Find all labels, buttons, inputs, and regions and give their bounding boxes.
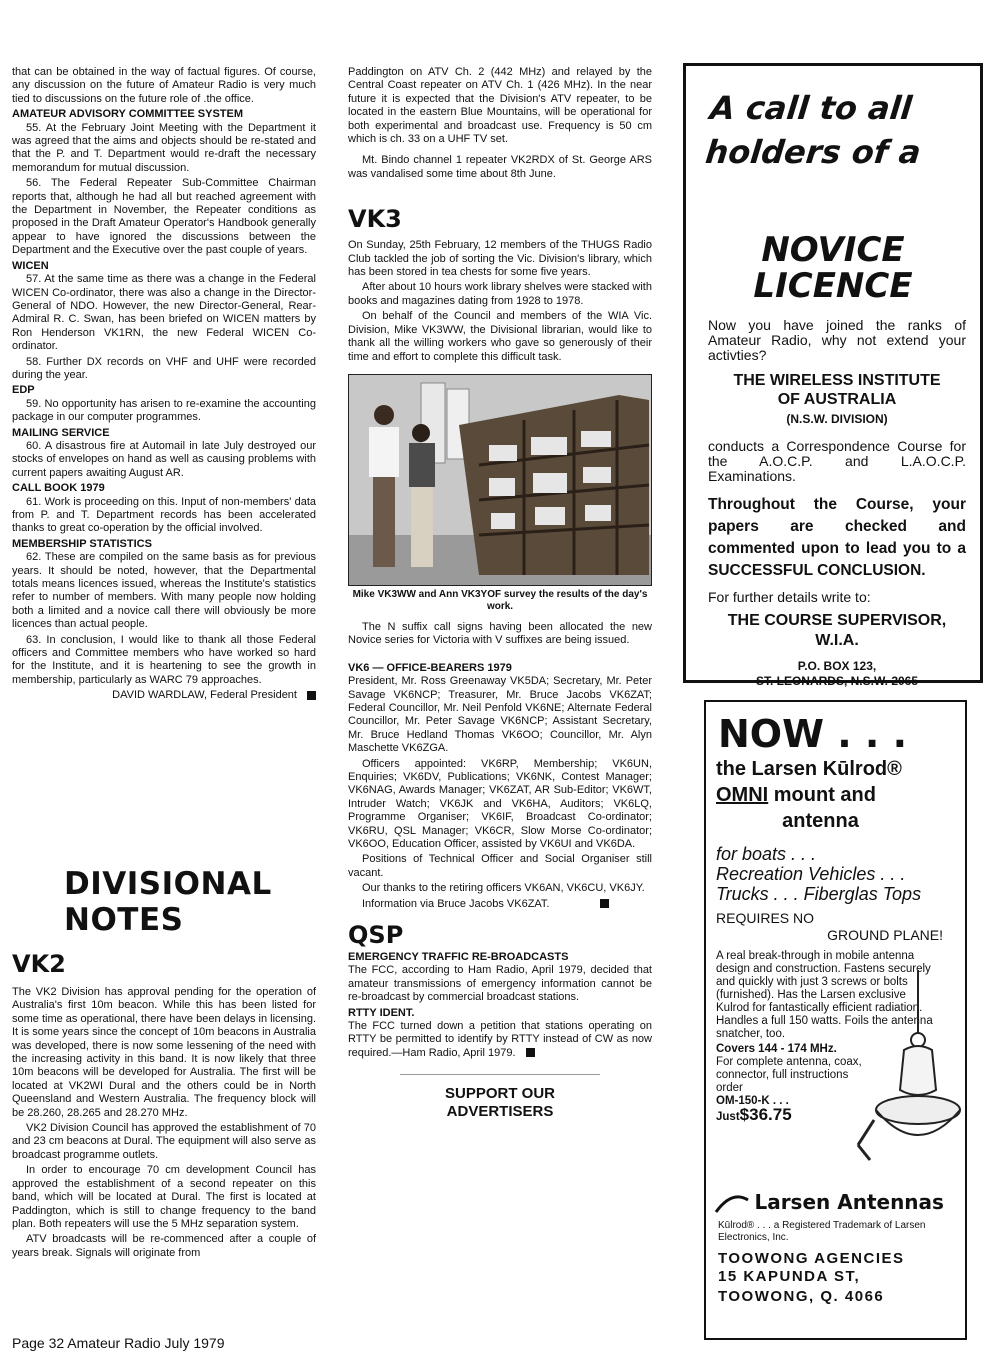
org-division: (N.S.W. DIVISION): [786, 412, 888, 426]
ad-course-text: conducts a Correspondence Course for the A.O.C.P. and L.A.O.C.P. Examinations.: [708, 438, 966, 484]
ad-description: A real break-through in mobile antenna design and construction. Fastens securely and quickly with just 3 screws or bolts (furnished). Has the Larsen exclusive Kulrod for fantastically efficient radiation. Handles a full 150 watts. Foils the antenna snatcher, too.: [716, 950, 933, 1040]
qsp-paragraph: The FCC, according to Ham Radio, April 1979, decided that amateur transmissions of emergency information cannot be re-broadcast by commercial broadcast stations.: [348, 964, 652, 1004]
vk2-paragraph: ATV broadcasts will be re-commenced after a couple of years break. Signals will originate from: [12, 1233, 316, 1259]
heading-line-1: DIVISIONAL: [64, 866, 272, 902]
larsen-antenna-ad: [704, 700, 967, 1340]
signature: [12, 689, 316, 702]
ad-product-line-2: [716, 782, 965, 808]
paragraph-61: 61. Work is proceeding on this. Input of non-members' data from P. and T. Department records has been accelerated thanks to great co-operation by the official involved.: [12, 495, 316, 535]
qsp-paragraph: [348, 1020, 652, 1060]
novice-licence-title: [686, 232, 980, 304]
larsen-swoosh-icon: [714, 1194, 750, 1216]
vk2-paragraph: Mt. Bindo channel 1 repeater VK2RDX of St. George ARS was vandalised some time about 8th June.: [348, 154, 652, 180]
photo-caption: Mike VK3WW and Ann VK3YOF survey the results of the day's work.: [352, 588, 648, 612]
section-heading: EDP: [12, 384, 35, 397]
ad-now-headline: NOW . . .: [718, 712, 908, 756]
ad-order-text: For complete antenna, coax, connector, full instructions order: [716, 1056, 862, 1094]
requires-line-1: REQUIRES NO: [716, 910, 815, 926]
brand-name: Larsen Antennas: [754, 1190, 944, 1214]
library-photo: [348, 374, 652, 586]
end-mark-icon: [600, 899, 609, 908]
ad-throughout-text: Throughout the Course, your papers are checked and commented upon to lead you to a SUCCESSFUL CONCLUSION.: [708, 496, 966, 579]
vk2-heading: VK2: [12, 950, 66, 978]
vk3-paragraph: After about 10 hours work library shelves were stacked with books and magazines dating from 1928 to 1978.: [348, 281, 652, 307]
vk2-paragraph: Paddington on ATV Ch. 2 (442 MHz) and relayed by the Central Coast repeater on ATV Ch. 1 (426 MHz). In the near future it is expected that the Division's ATV repeater, to be located in the eastern Blue Mountains, will be operational for both experimental and broadcast use. Frequency is 50 cm which is ch. 33 on a UHF TV set.: [348, 66, 652, 146]
vk2-paragraph: The VK2 Division has approval pending for the operation of Australia's first 10m beacon. While this has been listed for some time as operational, there have been delays in licensing. It is some years since the concept of 10m beacons in Australia was developed, there is now some lessening of the need with the increasing activity in this band. It is now likely that three 10m beacons will be developed for Australia. The first will be located at VK2WI Dural and the others could be in North Queensland and Western Australia. The frequency block will be 28.260, 28.265 and 28.270 MHz.: [12, 986, 316, 1119]
section-heading: WICEN: [12, 259, 49, 272]
ad-uses-2: Recreation Vehicles . . .: [716, 864, 906, 884]
ad-price: $36.75: [739, 1105, 792, 1124]
column-left: [12, 66, 316, 703]
paragraph-55: 55. At the February Joint Meeting with the Department it was agreed that the aims and objects should be re-stated and that the P. and T. Department would re-draft the necessary memorandum for mutual discussion.: [12, 121, 316, 174]
novice-line-2: LICENCE: [753, 266, 913, 306]
novice-licence-ad: [683, 63, 983, 688]
ad-body: [706, 950, 965, 1180]
ad-uses-3: Trucks . . . Fiberglas Tops: [716, 884, 922, 904]
paragraph-60: 60. A disastrous fire at Automail in late July destroyed our stocks of envelopes on hand as well as causing problems with current papers awaiting August AR.: [12, 439, 316, 479]
agency-name: TOOWONG AGENCIES: [718, 1249, 905, 1267]
heading-line-2: NOTES: [64, 902, 184, 938]
section-heading: MAILING SERVICE: [12, 426, 110, 439]
support-line-1: SUPPORT OUR: [444, 1085, 555, 1103]
vk6-paragraph: President, Mr. Ross Greenaway VK5DA; Secretary, Mr. Peter Savage VK6NCP; Treasurer, Mr. Bruce Jacobs VK6ZAT; Federal Councillor, Mr. Neil Penfold VK6NE; Alternate Federal Councillor, Mr. Peter Savage VK6NCP; Assistant Secretary, Mr. Bruce Hedland Thomas VK6OO; Councillor, Mr. Alyn Maschette VK6ZGA.: [348, 675, 652, 755]
qsp-subheading: RTTY IDENT.: [348, 1006, 415, 1019]
section-heading: AMATEUR ADVISORY COMMITTEE SYSTEM: [12, 108, 244, 121]
paragraph-58: 58. Further DX records on VHF and UHF were recorded during the year.: [12, 355, 316, 381]
divisional-notes-heading: [64, 866, 272, 938]
larsen-logo: [714, 1190, 965, 1216]
vk6-paragraph: [348, 898, 652, 911]
qsp-paragraph-text: The FCC turned down a petition that stations operating on RTTY be permitted to identify by RTTY instead of CW as now required.—Ham Radio, April 1979.: [348, 1020, 652, 1059]
vk6-heading: VK6 — OFFICE-BEARERS 1979: [348, 661, 512, 674]
trademark-note: Kūlrod® . . . a Registered Trademark of Larsen Electronics, Inc.: [718, 1219, 926, 1243]
page-footer: Page 32 Amateur Radio July 1979: [12, 1335, 225, 1351]
supervisor-line-2: W.I.A.: [815, 632, 859, 649]
ad-further-details: For further details write to:: [708, 589, 871, 605]
ad-uses-1: for boats . . .: [716, 844, 817, 864]
vk3-paragraph: On Sunday, 25th February, 12 members of the THUGS Radio Club tackled the job of sorting the Vic. Division's library, which has been stored in tea chests for some five years.: [348, 239, 652, 279]
antenna-mount-icon: [856, 970, 964, 1176]
paragraph-57: 57. At the same time as there was a change in the Federal WICEN Co-ordinator, there was also a change in the Director-General of NDO. However, the new Director-General, Rear-Admiral R. C. Swan, has been briefed on WICEN matters by Ron Henderson VK1RN, the new Federal WICEN Co-ordinator.: [12, 273, 316, 353]
vk3-heading: VK3: [348, 205, 402, 234]
intro-paragraph: that can be obtained in the way of factual figures. Of course, any discussion on the future of Amateur Radio is very much tied to discussions on the future role of .the office.: [12, 66, 316, 105]
section-heading: CALL BOOK 1979: [12, 482, 105, 495]
ad-product-line-1: the Larsen Kūlrod®: [716, 758, 902, 780]
paragraph-56: 56. The Federal Repeater Sub-Committee Chairman reports that, although he had all but reached agreement with the Department in November, the Repeater conditions as proposed in the Draft Amateur Operator's Handbook generally appear to have ignored the discussions between the Department and the Executive over the past couple of years.: [12, 177, 316, 257]
org-name-1: THE WIRELESS INSTITUTE: [733, 372, 941, 389]
po-box: P.O. BOX 123,: [797, 659, 877, 673]
headline-line-1: A call to all: [708, 89, 914, 127]
ad-headline: [703, 86, 984, 174]
ad-product-line-3: antenna: [782, 810, 859, 832]
section-heading: MEMBERSHIP STATISTICS: [12, 537, 152, 550]
divider: [400, 1074, 600, 1075]
just-text: Just: [716, 1111, 740, 1123]
support-line-2: ADVERTISERS: [446, 1103, 554, 1121]
vk2-paragraph: VK2 Division Council has approved the establishment of 70 and 23 cm beacons at Dural. The equipment will also serve as broadcast programme outlets.: [12, 1122, 316, 1161]
signature-text: DAVID WARDLAW, Federal President: [112, 689, 297, 702]
supervisor-line-1: THE COURSE SUPERVISOR,: [727, 612, 947, 629]
qsp-heading: QSP: [348, 921, 404, 950]
vk3-paragraph: On behalf of the Council and members of the WIA Vic. Division, Mike VK3WW, the Divisional librarian, would like to thank all the willing workers who gave so generously of their time and effort to complete this difficult task.: [348, 310, 652, 363]
library-photo-image: [349, 375, 651, 585]
vk6-paragraph: Positions of Technical Officer and Social Organiser still vacant.: [348, 853, 652, 879]
paragraph-62: 62. These are compiled on the same basis as for previous years. It should be noted, however, that the Departmental totals means licences issued, whereas the Institute's statistics refer to number of members. With many people now holding both a limited and a novice call there will obviously be more licences than actual people.: [12, 551, 316, 631]
vk2-paragraph: In order to encourage 70 cm development Council has approved the establishment of a second repeater on this band, which will be located at Dural. The first is located at Paddington, which is still to change frequency to the band plan. Both repeaters will use the 5 MHz separation system.: [12, 1164, 316, 1230]
vk3-paragraph: The N suffix call signs having been allocated the new Novice series for Victoria with V suffixes are being issued.: [348, 620, 652, 647]
ad-model: OM-150-K . . .: [716, 1095, 789, 1107]
qsp-subheading: EMERGENCY TRAFFIC RE-BROADCASTS: [348, 951, 569, 964]
org-name-2: OF AUSTRALIA: [777, 391, 897, 408]
vk6-paragraph: Officers appointed: VK6RP, Membership; VK6UN, Enquiries; VK6DV, Publications; VK6NK, Contest Manager; VK6NAG, Awards Manager; VK6ZAT, AR Sub-Editor; VK6WT, Intruder Watch; VK6JK and VK6HA, Auditors; VK6LQ, Programme Organiser; VK6IF, Broadcast Co-ordinator; VK6RU, QSL Manager; VK6CR, Slow Morse Co-ordinator; VK6OO, Education Officer, assisted by VK6UI and VK6DA.: [348, 757, 652, 850]
end-mark-icon: [307, 691, 316, 700]
ad-address: ST. LEONARDS, N.S.W. 2065: [755, 674, 919, 688]
ad-intro: Now you have joined the ranks of Amateur Radio, why not extend your activties?: [708, 317, 966, 363]
ad-frequency: Covers 144 - 174 MHz.: [716, 1043, 837, 1055]
agency-street: 15 KAPUNDA ST,: [718, 1267, 861, 1285]
novice-line-1: NOVICE: [761, 230, 905, 270]
paragraph-63: 63. In conclusion, I would like to thank all those Federal officers and Committee members who have worked so hard for the Institute, and it is heartening to see the growth in membership, particularly as WARC 79 approaches.: [12, 633, 316, 686]
omni-text: OMNI: [716, 784, 769, 806]
paragraph-59: 59. No opportunity has arisen to re-examine the accounting package in our computer programmes.: [12, 397, 316, 424]
requires-line-2: GROUND PLANE!: [827, 927, 943, 943]
end-mark-icon: [526, 1048, 535, 1057]
headline-line-2: holders of a: [703, 133, 923, 171]
agency-city: TOOWONG, Q. 4066: [718, 1287, 885, 1305]
vk6-info-text: Information via Bruce Jacobs VK6ZAT.: [362, 897, 550, 910]
vk2-section: [12, 950, 316, 1262]
column-middle: [348, 66, 652, 1121]
vk6-paragraph: Our thanks to the retiring officers VK6AN, VK6CU, VK6JY.: [362, 882, 645, 895]
mount-text: mount and: [768, 784, 876, 806]
support-advertisers: [348, 1074, 652, 1121]
